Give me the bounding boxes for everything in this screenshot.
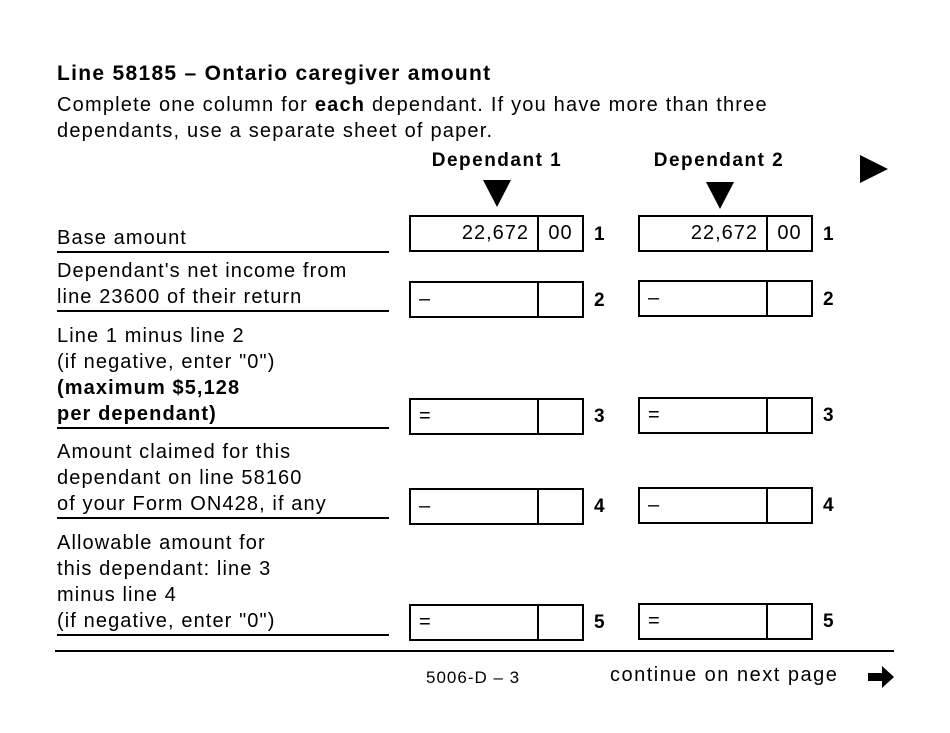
dependant-1-line-1-field[interactable] (409, 215, 584, 252)
dependant-1-line-4-field[interactable] (409, 488, 584, 525)
dependant-1-line-3-field[interactable] (409, 398, 584, 435)
right-arrow-icon (866, 664, 896, 695)
row-label-allowable-amount (57, 530, 389, 636)
dependant-2-line-5-cents[interactable] (768, 605, 811, 638)
dependant-1-line-2-dollars[interactable]: – (411, 283, 539, 316)
row-5-label-line-4: (if negative, enter "0") (57, 610, 276, 632)
dependant-1-line-2-cents[interactable] (539, 283, 582, 316)
line-number-1: 1 (823, 224, 834, 245)
row-2-label-line-2: line 23600 of their return (57, 286, 303, 308)
row-3-label-line-2: (if negative, enter "0") (57, 351, 276, 373)
row-3-label-maximum: (maximum $5,128 (57, 377, 241, 399)
line-number-4: 4 (823, 495, 834, 516)
line-number-2: 2 (823, 289, 834, 310)
dependant-2-line-4-field[interactable] (638, 487, 813, 524)
column-header-dependant-1: Dependant 1 (431, 150, 563, 171)
row-4-label-line-1: Amount claimed for this (57, 441, 292, 463)
dependant-1-line-5-cents[interactable] (539, 606, 582, 639)
instructions-text-3: dependants, use a separate sheet of paper. (57, 120, 494, 142)
line-number-5: 5 (594, 612, 605, 633)
row-4-label-line-3: of your Form ON428, if any (57, 493, 327, 515)
form-page-code: 5006-D – 3 (426, 668, 521, 687)
dependant-2-line-2-cents[interactable] (768, 282, 811, 315)
down-triangle-icon (483, 180, 511, 207)
dependant-2-line-1-dollars[interactable]: 22,672 (640, 217, 768, 250)
dependant-2-line-5-field[interactable] (638, 603, 813, 640)
dependant-2-line-4-dollars[interactable]: – (640, 489, 768, 522)
row-label-amount-claimed (57, 439, 389, 519)
dependant-1-line-3-dollars[interactable]: = (411, 400, 539, 433)
continue-text: continue on next page (610, 664, 839, 686)
dependant-2-line-2-dollars[interactable]: – (640, 282, 768, 315)
dependant-2-line-3-field[interactable] (638, 397, 813, 434)
dependant-2-line-3-cents[interactable] (768, 399, 811, 432)
row-4-label-line-2: dependant on line 58160 (57, 467, 303, 489)
line-number-5: 5 (823, 611, 834, 632)
dependant-1-line-1-cents[interactable]: 00 (548, 222, 573, 244)
dependant-2-line-1-cents[interactable]: 00 (777, 222, 802, 244)
instructions-text-2: dependant. If you have more than three (365, 94, 768, 116)
line-number-4: 4 (594, 496, 605, 517)
instructions-emphasis: each (314, 94, 366, 116)
instructions (57, 92, 768, 144)
right-triangle-icon (860, 155, 888, 183)
dependant-2-line-2-field[interactable] (638, 280, 813, 317)
line-number-3: 3 (594, 406, 605, 427)
instructions-text-1: Complete one column for (57, 94, 315, 116)
row-5-label-line-3: minus line 4 (57, 584, 177, 606)
line-number-3: 3 (823, 405, 834, 426)
row-3-label-line-1: Line 1 minus line 2 (57, 325, 245, 347)
row-1-label: Base amount (57, 227, 187, 249)
down-triangle-icon (706, 182, 734, 209)
row-5-label-line-2: this dependant: line 3 (57, 558, 272, 580)
dependant-1-line-2-field[interactable] (409, 281, 584, 318)
dependant-1-line-4-cents[interactable] (539, 490, 582, 523)
row-label-line1-minus-line2 (57, 323, 389, 429)
dependant-1-line-1-dollars[interactable]: 22,672 (411, 217, 539, 250)
row-label-net-income (57, 258, 389, 312)
section-title: Line 58185 – Ontario caregiver amount (57, 62, 492, 85)
row-label-base-amount (57, 225, 389, 253)
dependant-1-line-3-cents[interactable] (539, 400, 582, 433)
dependant-2-line-3-dollars[interactable]: = (640, 399, 768, 432)
dependant-1-line-4-dollars[interactable]: – (411, 490, 539, 523)
line-number-2: 2 (594, 290, 605, 311)
row-3-label-per-dependant: per dependant) (57, 403, 217, 425)
dependant-1-line-5-dollars[interactable]: = (411, 606, 539, 639)
footer-divider (55, 650, 894, 652)
dependant-2-line-5-dollars[interactable]: = (640, 605, 768, 638)
row-2-label-line-1: Dependant's net income from (57, 260, 348, 282)
column-header-dependant-2: Dependant 2 (653, 150, 785, 171)
dependant-2-line-1-field[interactable] (638, 215, 813, 252)
line-number-1: 1 (594, 224, 605, 245)
row-5-label-line-1: Allowable amount for (57, 532, 266, 554)
dependant-1-line-5-field[interactable] (409, 604, 584, 641)
dependant-2-line-4-cents[interactable] (768, 489, 811, 522)
